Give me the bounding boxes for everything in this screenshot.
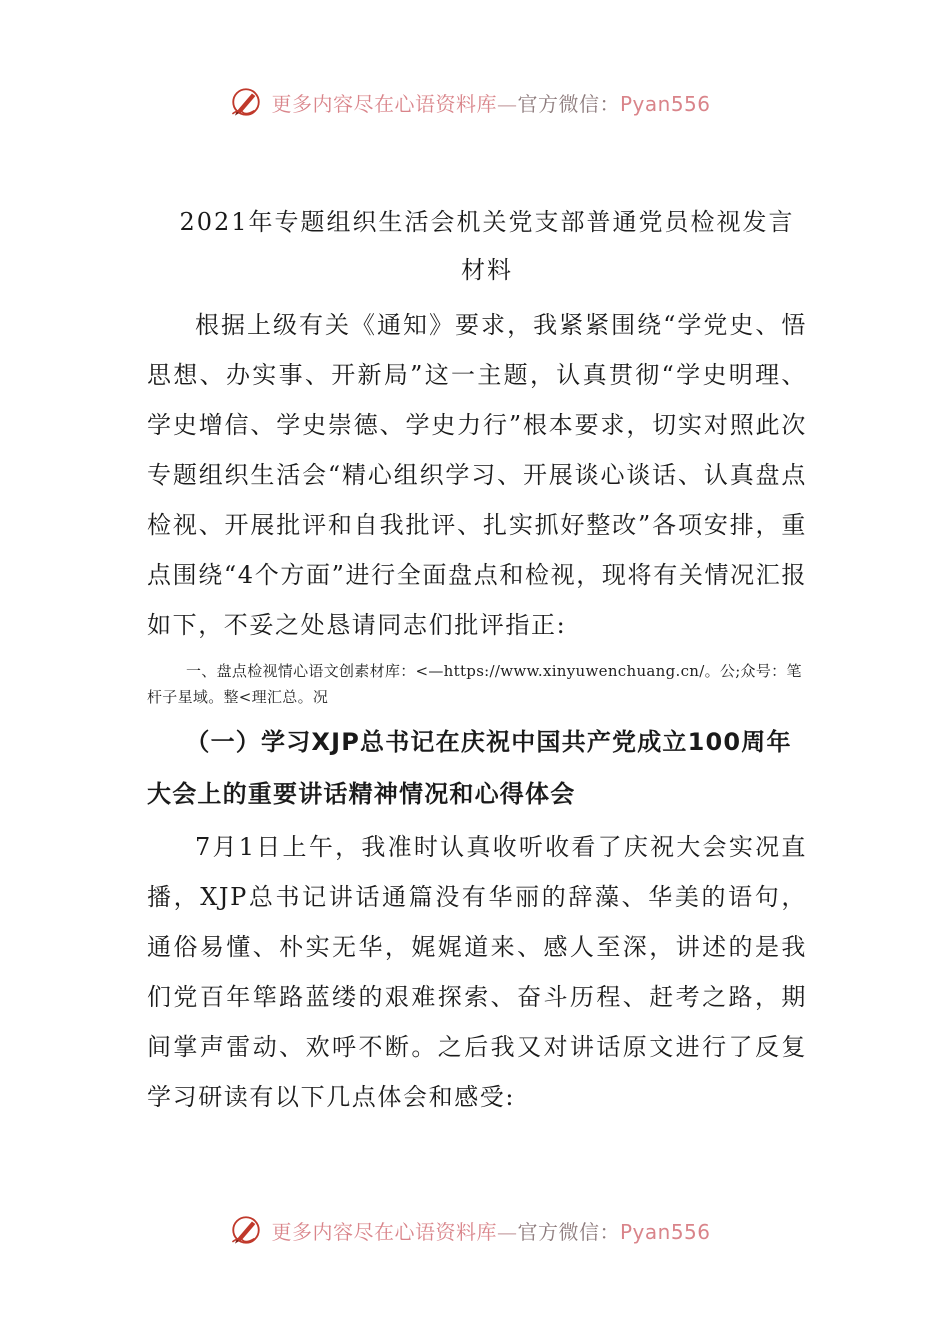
document-body	[147, 198, 807, 1122]
banner-official-label: 官方微信：	[517, 91, 620, 116]
source-note: 一、盘点检视情心语文创素材库：<—https://www.xinyuwenchuang.cn/。公;众号：笔杆子星域。整<理汇总。况	[147, 662, 802, 706]
banner-main-text: 更多内容尽在心语资料库	[271, 91, 497, 116]
section-paragraph: 7月1日上午，我准时认真收听收看了庆祝大会实况直播，XJP总书记讲话通篇没有华丽的辞藻、华美的语句，通俗易懂、朴实无华，娓娓道来、感人至深，讲述的是我们党百年筚路蓝缕的艰难探索、奋斗历程、赶考之路，期间掌声雷动、欢呼不断。之后我又对讲话原文进行了反复学习研读有以下几点体会和感受:	[147, 833, 807, 1111]
header-banner-content	[229, 85, 710, 119]
section-heading: （一）学习XJP总书记在庆祝中国共产党成立100周年大会上的重要讲话精神情况和心得体会	[147, 728, 792, 808]
pen-logo-icon	[229, 85, 263, 119]
header-banner	[0, 82, 950, 122]
footer-banner-text	[271, 1216, 710, 1245]
header-banner-text	[271, 88, 710, 117]
pen-logo-icon	[229, 1213, 263, 1247]
document-title: 2021年专题组织生活会机关党支部普通党员检视发言材料	[179, 208, 795, 284]
banner-dash: —	[496, 91, 518, 116]
footer-banner-content	[229, 1213, 710, 1247]
banner-dash: —	[496, 1219, 518, 1244]
banner-official-label: 官方微信：	[517, 1219, 620, 1244]
intro-paragraph: 根据上级有关《通知》要求，我紧紧围绕“学党史、悟思想、办实事、开新局”这一主题，认真贯彻“学史明理、学史增信、学史崇德、学史力行”根本要求，切实对照此次专题组织生活会“精心组织学习、开展谈心谈话、认真盘点检视、开展批评和自我批评、扎实抓好整改”各项安排，重点围绕“4个方面”进行全面盘点和检视，现将有关情况汇报如下，不妥之处恳请同志们批评指正:	[147, 311, 807, 639]
banner-wechat-id: Pyan556	[619, 91, 711, 116]
footer-banner	[0, 1210, 950, 1250]
banner-main-text: 更多内容尽在心语资料库	[271, 1219, 497, 1244]
banner-wechat-id: Pyan556	[619, 1219, 711, 1244]
